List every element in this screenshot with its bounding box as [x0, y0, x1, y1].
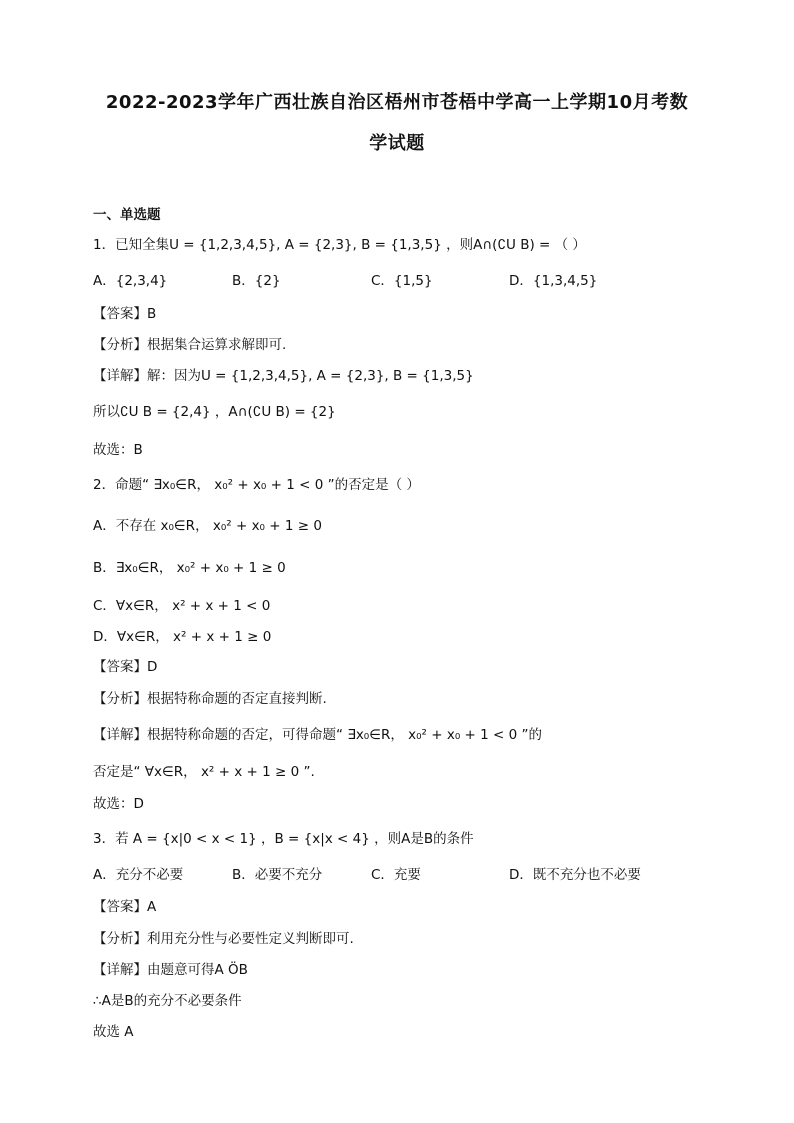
- q3-conclusion: 故选 A: [93, 1024, 134, 1040]
- q1-detail: 【详解】解：因为U = {1,2,3,4,5}, A = {2,3}, B = {1,3,5}: [93, 368, 474, 384]
- q1-conclusion: 故选：B: [93, 442, 143, 458]
- q2-detail: 【详解】根据特称命题的否定，可得命题“ ∃x₀∈R， x₀² + x₀ + 1 < 0 ”的: [93, 727, 543, 743]
- q2-analysis: 【分析】根据特称命题的否定直接判断.: [93, 691, 327, 707]
- q1-option-d: D．{1,3,4,5}: [509, 273, 598, 289]
- q1-answer: 【答案】B: [93, 306, 157, 322]
- q2-option-d: D．∀x∈R， x² + x + 1 ≥ 0: [93, 629, 272, 645]
- q1-stem: 1．已知全集U = {1,2,3,4,5}, A = {2,3}, B = {1,3,5} ，则A∩(∁U B) = （ ）: [93, 237, 586, 253]
- q2-conclusion: 故选：D: [93, 796, 144, 812]
- q1-analysis: 【分析】根据集合运算求解即可.: [93, 337, 287, 353]
- q2-stem: 2．命题“ ∃x₀∈R， x₀² + x₀ + 1 < 0 ”的否定是（ ）: [93, 477, 420, 493]
- section-heading: 一、单选题: [93, 207, 161, 223]
- q3-option-d: D．既不充分也不必要: [509, 867, 641, 883]
- q2-option-c: C．∀x∈R， x² + x + 1 < 0: [93, 598, 271, 614]
- q1-detail2: 所以∁U B = {2,4} ，A∩(∁U B) = {2}: [93, 404, 336, 420]
- q2-option-a: A．不存在 x₀∈R， x₀² + x₀ + 1 ≥ 0: [93, 518, 322, 534]
- q3-option-c: C．充要: [371, 867, 421, 883]
- q3-option-b: B．必要不充分: [232, 867, 323, 883]
- q2-detail2: 否定是“ ∀x∈R， x² + x + 1 ≥ 0 ”.: [93, 764, 315, 780]
- q3-detail: 【详解】由题意可得A ÖB: [93, 962, 248, 978]
- q1-option-b: B．{2}: [232, 273, 281, 289]
- q3-analysis: 【分析】利用充分性与必要性定义判断即可.: [93, 931, 354, 947]
- q1-option-a: A．{2,3,4}: [93, 273, 168, 289]
- q2-answer: 【答案】D: [93, 659, 158, 675]
- doc-title-line2: 学试题: [369, 133, 425, 154]
- q3-detail2: ∴A是B的充分不必要条件: [93, 993, 242, 1009]
- q3-stem: 3．若 A = {x|0 < x < 1} ，B = {x|x < 4} ，则A是B的条件: [93, 831, 474, 847]
- q2-option-b: B．∃x₀∈R， x₀² + x₀ + 1 ≥ 0: [93, 560, 286, 576]
- q3-option-a: A．充分不必要: [93, 867, 184, 883]
- q1-option-c: C．{1,5}: [371, 273, 433, 289]
- doc-title-line1: 2022-2023学年广西壮族自治区梧州市苍梧中学高一上学期10月考数: [105, 92, 689, 113]
- q3-answer: 【答案】A: [93, 899, 157, 915]
